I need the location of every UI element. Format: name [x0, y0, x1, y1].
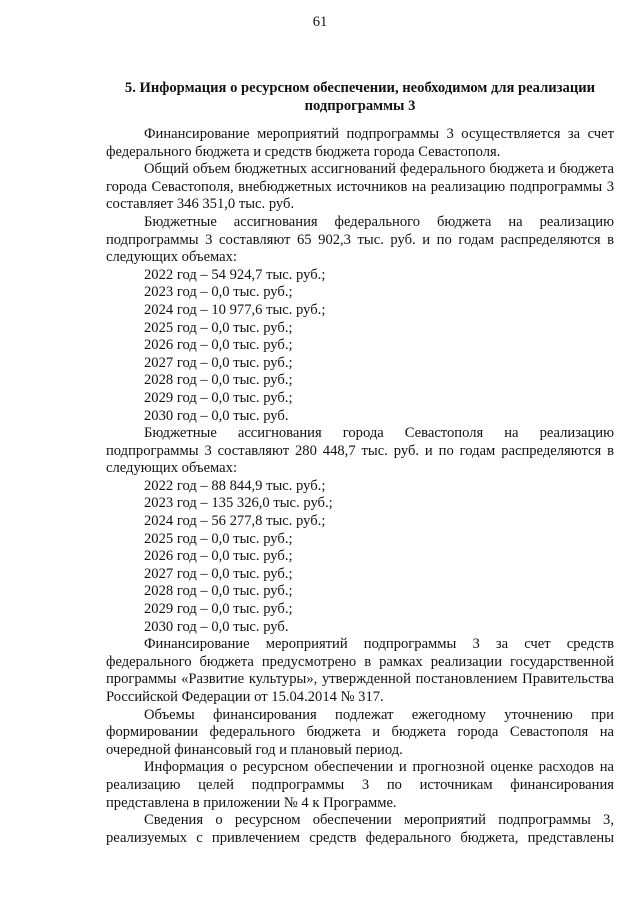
federal-by-year-list [106, 267, 614, 425]
list-item: 2024 год – 56 277,8 тыс. руб.; [144, 513, 326, 530]
paragraph-appendix-reference: Информация о ресурсном обеспечении и прогнозной оценке расходов на реализацию целей подпрограммы 3 по источникам финансирования представлена в приложении № 4 к Программе. [106, 759, 614, 811]
paragraph-annual-adjustment: Объемы финансирования подлежат ежегодному уточнению при формировании федерального бюджета и бюджета города Севастополя на очередной финансовый год и плановый период. [106, 706, 614, 758]
section-heading: 5. Информация о ресурсном обеспечении, необходимом для реализации подпрограммы 3 [124, 80, 596, 114]
paragraph-total-volume: Общий объем бюджетных ассигнований федерального бюджета и бюджета города Севастополя, внебюджетных источников на реализацию подпрограммы 3 составляет 346 351,0 тыс. руб. [106, 161, 614, 213]
list-item: 2029 год – 0,0 тыс. руб.; [144, 389, 293, 406]
document-body [106, 126, 614, 847]
list-item: 2026 год – 0,0 тыс. руб.; [144, 548, 293, 565]
list-item: 2024 год – 10 977,6 тыс. руб.; [144, 301, 326, 318]
list-item: 2030 год – 0,0 тыс. руб. [144, 407, 289, 424]
list-item: 2030 год – 0,0 тыс. руб. [144, 618, 289, 635]
paragraph-state-program: Финансирование мероприятий подпрограммы 3 за счет средств федерального бюджета предусмотрено в рамках реализации государственной программы «Развитие культуры», утвержденной постановлением Правительства Российской Федерации от 15.04.2014 № 317. [106, 636, 614, 705]
list-item: 2023 год – 135 326,0 тыс. руб.; [144, 495, 333, 512]
paragraph-federal-allocations: Бюджетные ассигнования федерального бюджета на реализацию подпрограммы 3 составляют 65 902,3 тыс. руб. и по годам распределяются в следующих объемах: [106, 213, 614, 266]
list-item: 2028 год – 0,0 тыс. руб.; [144, 372, 293, 389]
list-item: 2027 год – 0,0 тыс. руб.; [144, 354, 293, 371]
list-item: 2029 год – 0,0 тыс. руб.; [144, 601, 293, 618]
page-number: 61 [312, 14, 328, 30]
city-by-year-list [106, 478, 614, 636]
list-item: 2028 год – 0,0 тыс. руб.; [144, 583, 293, 600]
list-item: 2025 год – 0,0 тыс. руб.; [144, 530, 293, 547]
list-item: 2026 год – 0,0 тыс. руб.; [144, 337, 293, 354]
paragraph-federal-measures: Сведения о ресурсном обеспечении мероприятий подпрограммы 3, реализуемых с привлечением средств федерального бюджета, представлены [106, 812, 614, 846]
paragraph-funding-sources: Финансирование мероприятий подпрограммы 3 осуществляется за счет федерального бюджета и средств бюджета города Севастополя. [106, 126, 614, 160]
paragraph-city-allocations: Бюджетные ассигнования города Севастополя на реализацию подпрограммы 3 составляют 280 448,7 тыс. руб. и по годам распределяются в следующих объемах: [106, 425, 614, 477]
list-item: 2022 год – 54 924,7 тыс. руб.; [144, 266, 326, 283]
list-item: 2022 год – 88 844,9 тыс. руб.; [144, 477, 326, 494]
list-item: 2023 год – 0,0 тыс. руб.; [144, 284, 293, 301]
list-item: 2025 год – 0,0 тыс. руб.; [144, 319, 293, 336]
list-item: 2027 год – 0,0 тыс. руб.; [144, 565, 293, 582]
